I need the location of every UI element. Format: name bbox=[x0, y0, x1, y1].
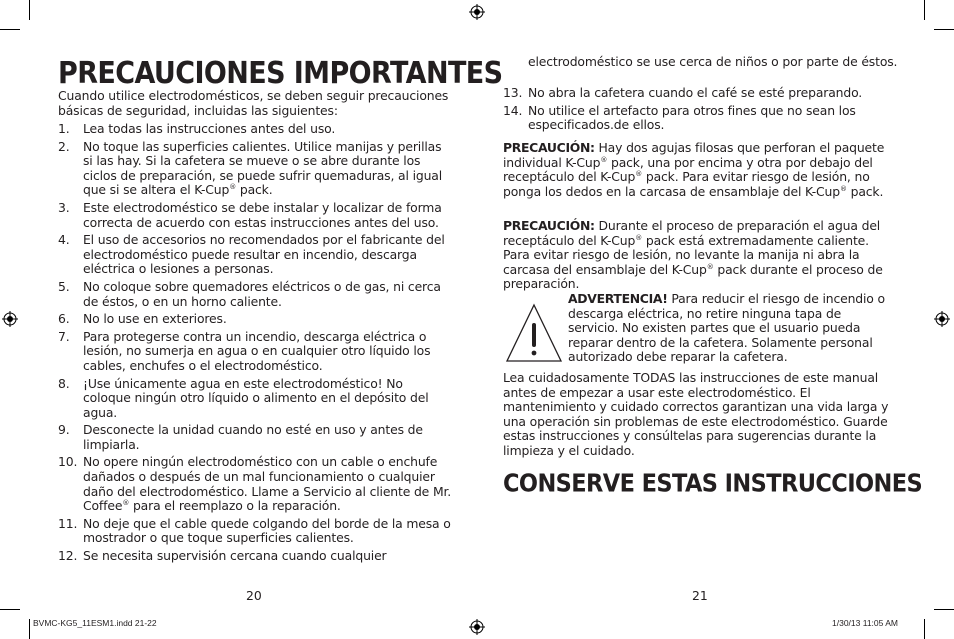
list-item: 3. Este electrodoméstico se debe instalar y localizar de forma correcta de acuerdo con estas instrucciones antes del uso. bbox=[58, 199, 442, 230]
list-item: 11. No deje que el cable quede colgando del borde de la mesa o mostrador o que toque superficies calientes. bbox=[58, 515, 451, 546]
intro-paragraph: Cuando utilice electrodomésticos, se deben seguir precauciones básicas de seguridad, incluidas las siguientes: bbox=[58, 88, 449, 118]
list-item: 13. No abra la cafetera cuando el café se esté preparando. bbox=[503, 85, 863, 100]
crop-mark-top-right bbox=[924, 0, 925, 20]
page-number-left: 20 bbox=[246, 588, 262, 603]
left-page-title: PRECAUCIONES IMPORTANTES bbox=[58, 56, 503, 91]
list-item: 5. No coloque sobre quemadores eléctricos o de gas, ni cerca de éstos, o en un horno caliente. bbox=[58, 278, 441, 309]
warning-paragraph: ADVERTENCIA! Para reducir el riesgo de incendio o descarga eléctrica, no retire ninguna tapa de servicio. No existen partes que el usuario pueda reparar dentro de la cafetera. Solamente personal autorizado debe reparar la cafetera. bbox=[568, 291, 885, 365]
registration-mark-icon bbox=[934, 311, 950, 327]
caution-paragraph-1: PRECAUCIÓN: Hay dos agujas filosas que perforan el paquete individual K-Cup® pack, una por encima y otra por debajo del receptáculo del K-Cup® pack. Para evitar riesgo de lesión, no ponga los dedos en la carcasa de ensamblaje del K-Cup® pack. bbox=[503, 140, 885, 199]
slug-date: 1/30/13 11:05 AM bbox=[832, 618, 899, 628]
list-item: 9. Desconecte la unidad cuando no esté en uso y antes de limpiarla. bbox=[58, 422, 423, 452]
page-number-right: 21 bbox=[692, 588, 708, 603]
list-item: 2. No toque las superficies calientes. Utilice manijas y perillas si las hay. Si la cafetera se mueve o se abre durante los ciclos de preparación, se puede sufrir quemaduras, al igual que si se altera el K-Cup® pack. bbox=[58, 138, 443, 198]
crop-mark-bottom-left-h bbox=[0, 609, 20, 610]
crop-mark-top-left-h bbox=[0, 29, 20, 30]
list-item: 10. No opere ningún electrodoméstico con un cable o enchufe dañados o después de un mal funcionamiento o cualquier daño del electrodoméstico. Llame a Servicio al cliente de Mr. Coffee® para el reemplazo o la reparación. bbox=[58, 454, 452, 514]
list-item: 1. Lea todas las instrucciones antes del uso. bbox=[58, 121, 336, 136]
crop-mark-top-right-h bbox=[934, 29, 954, 30]
crop-mark-bottom-right bbox=[924, 619, 925, 639]
crop-mark-bottom-left bbox=[29, 619, 30, 639]
caution-paragraph-2: PRECAUCIÓN: Durante el proceso de preparación el agua del receptáculo del K-Cup® pack está extremadamente caliente. Para evitar riesgo de lesión, no levante la manija ni abra la carcasa del ensamblaje del K-Cup® pack durante el proceso de preparación. bbox=[503, 218, 883, 292]
safety-list-right bbox=[503, 86, 898, 136]
list-item: 4. El uso de accesorios no recomendados por el fabricante del electrodoméstico puede resultar en incendio, descarga eléctrica o lesiones a personas. bbox=[58, 232, 445, 277]
registration-mark-icon bbox=[469, 619, 485, 635]
safety-list-left bbox=[58, 122, 453, 567]
list-item: 14. No utilice el artefacto para otros fines que no sean los especificados.de ellos. bbox=[503, 102, 856, 133]
list-item: 6. No lo use en exteriores. bbox=[58, 311, 227, 327]
closing-paragraph: Lea cuidadosamente TODAS las instrucciones de este manual antes de empezar a usar este electrodoméstico. El mantenimiento y cuidado correctos garantizan una vida larga y una operación sin problemas de este electrodoméstico. Guarde estas instrucciones y consúltelas para sugerencias durante la limpieza y el cuidado. bbox=[503, 370, 889, 458]
list-item-12-continuation: electrodoméstico se use cerca de niños o por parte de éstos. bbox=[528, 54, 898, 69]
warning-triangle-icon bbox=[504, 302, 564, 364]
crop-mark-bottom-right-h bbox=[934, 609, 954, 610]
slug-file-name: BVMC-KG5_11ESM1.indd 21-22 bbox=[33, 618, 157, 628]
registration-mark-icon bbox=[2, 311, 18, 327]
right-page-title: CONSERVE ESTAS INSTRUCCIONES bbox=[503, 469, 923, 499]
list-item: 8. ¡Use únicamente agua en este electrodoméstico! No coloque ningún otro líquido o alimento en el depósito del agua. bbox=[58, 375, 429, 420]
list-item: 7. Para protegerse contra un incendio, descarga eléctrica o lesión, no sumerja en agua o en cualquier otro líquido los cables, enchufes o el electrodoméstico. bbox=[58, 328, 431, 373]
registration-mark-icon bbox=[469, 4, 485, 20]
list-item: 12. Se necesita supervisión cercana cuando cualquier bbox=[58, 548, 387, 564]
crop-mark-top-left bbox=[29, 0, 30, 20]
